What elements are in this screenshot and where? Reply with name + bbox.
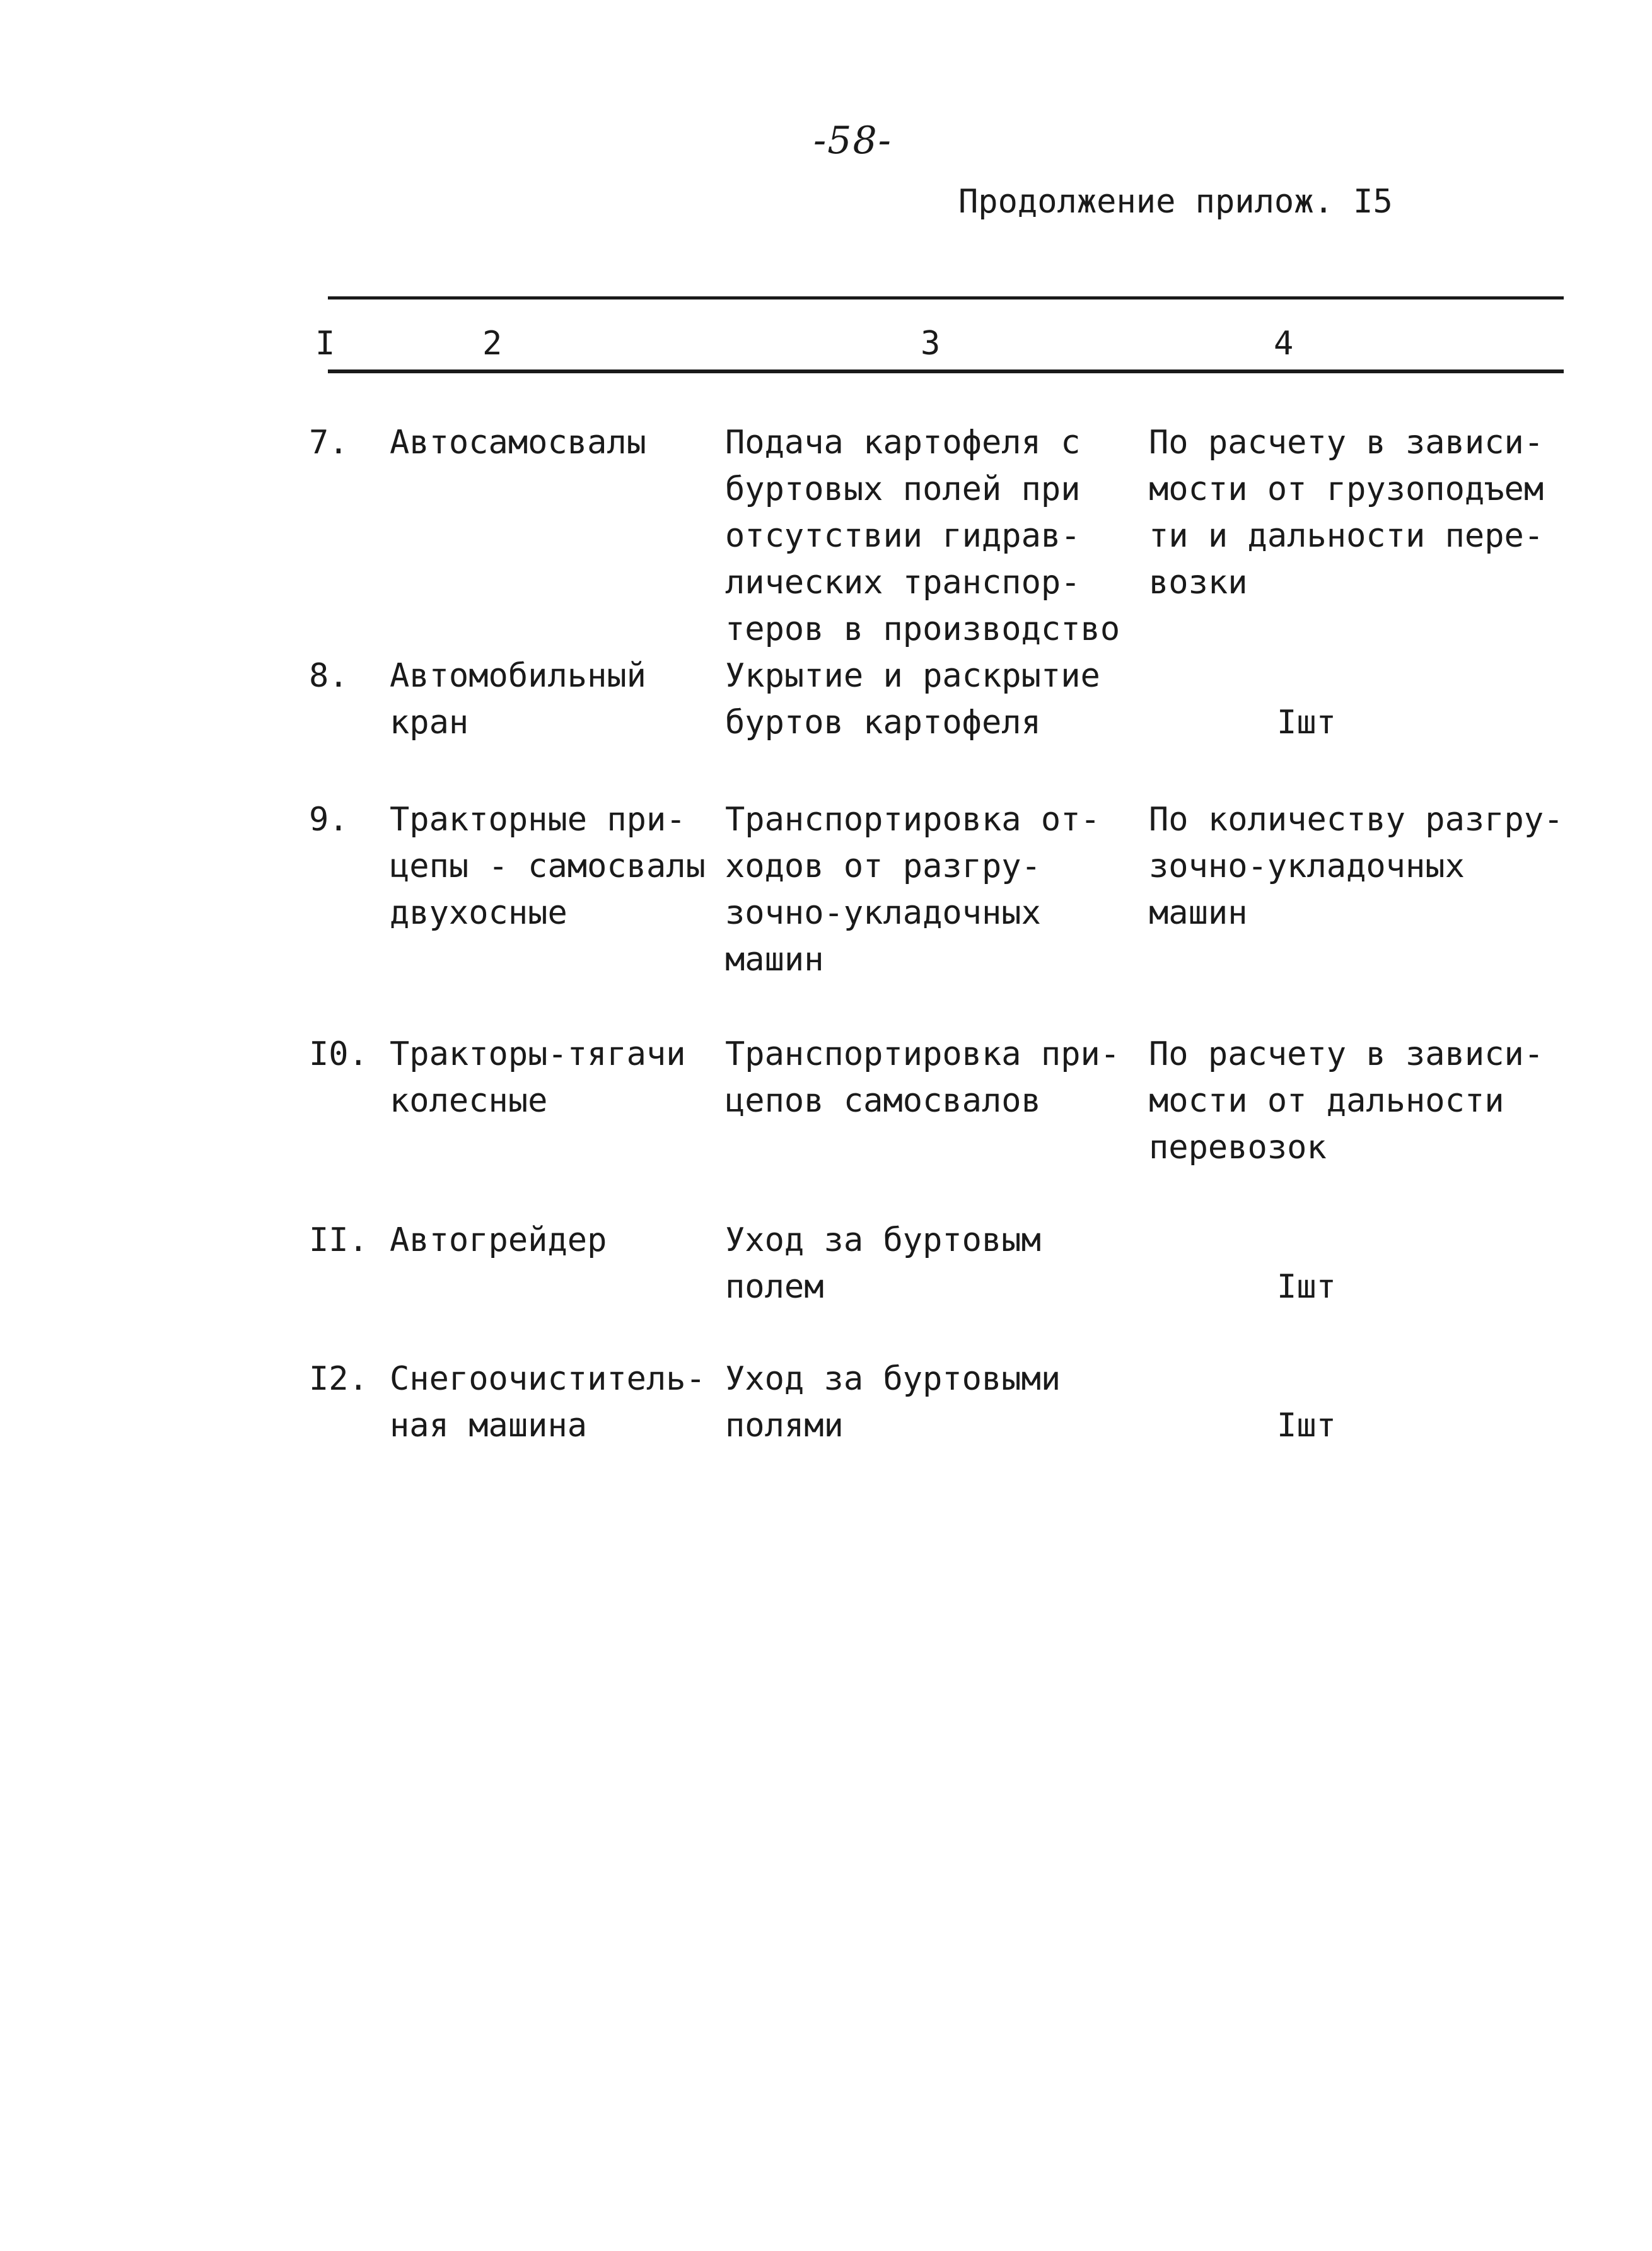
row-number: I0. — [309, 1035, 368, 1073]
row-number: 8. — [309, 657, 349, 695]
machine-name: Автогрейдер — [390, 1221, 607, 1259]
column-header-4: 4 — [1274, 325, 1294, 363]
machine-quantity: По количеству разгру- зочно-укладочных машин — [1149, 801, 1564, 932]
table-header-rule — [328, 369, 1564, 373]
machine-quantity: Iшт — [1277, 1407, 1336, 1445]
machine-purpose: Подача картофеля с буртовых полей при отсутствии гидрав- лических транспор- теров в производство — [725, 424, 1120, 648]
machine-purpose: Транспортировка от- ходов от разгру- зочно-укладочных машин — [725, 801, 1100, 979]
machine-quantity: Iшт — [1277, 1268, 1336, 1306]
row-number: I2. — [309, 1360, 368, 1398]
column-header-3: 3 — [921, 325, 941, 363]
machine-purpose: Уход за буртовым полем — [725, 1221, 1041, 1306]
table-top-rule — [328, 296, 1564, 300]
column-header-1: I — [315, 325, 335, 363]
row-number: 9. — [309, 801, 349, 839]
machine-purpose: Транспортировка при- цепов самосвалов — [725, 1035, 1120, 1120]
machine-name: Тракторы-тягачи колесные — [390, 1035, 686, 1120]
machine-name: Автосамосвалы — [390, 424, 646, 462]
column-header-2: 2 — [482, 325, 503, 363]
machine-purpose: Укрытие и раскрытие буртов картофеля — [725, 657, 1100, 742]
continuation-label: Продолжение прилож. I5 — [958, 183, 1393, 221]
page-number: -58- — [813, 119, 892, 163]
machine-name: Снегоочиститель- ная машина — [390, 1360, 706, 1445]
machine-quantity: По расчету в зависи- мости от грузоподъем ти и дальности пере- возки — [1149, 424, 1544, 602]
machine-purpose: Уход за буртовыми полями — [725, 1360, 1061, 1445]
row-number: 7. — [309, 424, 349, 462]
machine-name: Тракторные при- цепы - самосвалы двухосные — [390, 801, 706, 932]
machine-name: Автомобильный кран — [390, 657, 646, 742]
row-number: II. — [309, 1221, 368, 1259]
machine-quantity: По расчету в зависи- мости от дальности перевозок — [1149, 1035, 1544, 1166]
machine-quantity: Iшт — [1277, 704, 1336, 742]
